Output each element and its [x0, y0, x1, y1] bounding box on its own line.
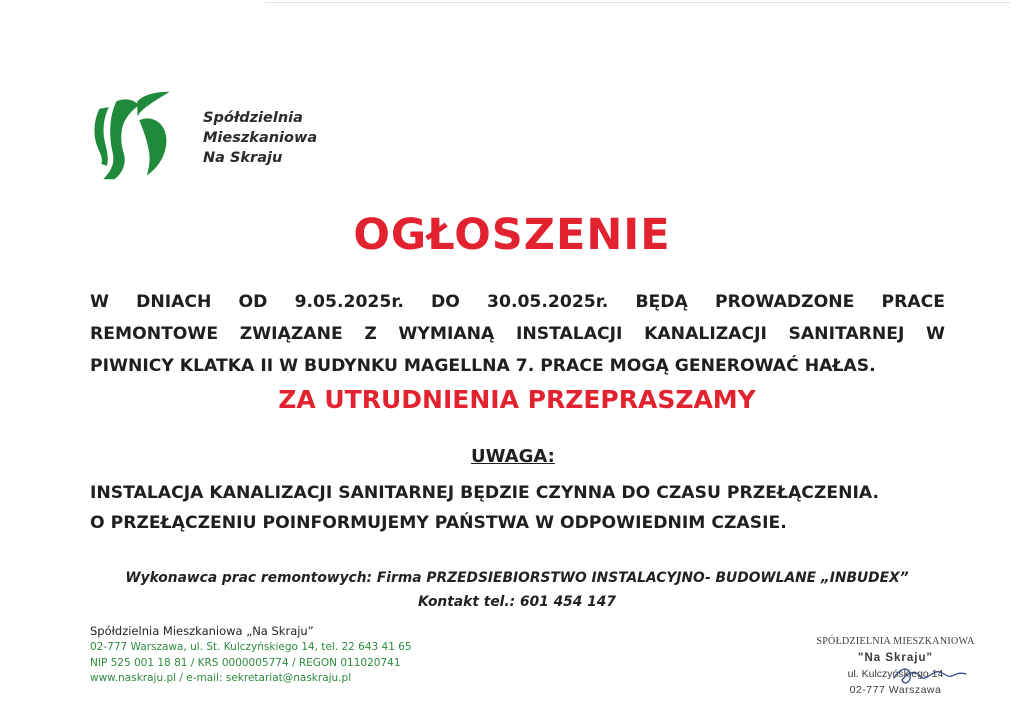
footer-org-name: Spółdzielnia Mieszkaniowa „Na Skraju”	[90, 624, 314, 638]
cooperative-name-line: Spółdzielnia	[203, 110, 303, 126]
body-line: PIWNICY KLATKA II W BUDYNKU MAGELLNA 7. PRACE MOGĄ GENEROWAĆ HAŁAS.	[90, 356, 876, 376]
contractor-line: Wykonawca prac remontowych: Firma PRZEDSIEBIORSTWO INSTALACYJNO- BUDOWLANE „INBUDEX”	[125, 570, 909, 586]
contractor-contact: Kontakt tel.: 601 454 147	[418, 594, 616, 610]
stamp-line: ul. Kulczyńskiego 14	[847, 668, 944, 680]
footer-registry-ids: NIP 525 001 18 81 / KRS 0000005774 / REGON 011020741	[90, 656, 401, 669]
handwritten-signature	[890, 660, 970, 690]
stamp-line: 02-777 Warszawa	[849, 684, 942, 696]
notice-label: UWAGA:	[471, 446, 555, 467]
contractor-info	[0, 566, 1024, 614]
body-line: W DNIACH OD 9.05.2025r. DO 30.05.2025r. BĘDĄ PROWADZONE PRACE	[90, 292, 945, 312]
notice-line: INSTALACJA KANALIZACJI SANITARNEJ BĘDZIE CZYNNA DO CZASU PRZEŁĄCZENIA.	[90, 483, 880, 503]
stamp-line: "Na Skraju"	[858, 652, 933, 664]
stamp-line: SPÓŁDZIELNIA MIESZKANIOWA	[816, 636, 975, 647]
cooperative-name	[203, 108, 317, 168]
apology-heading: ZA UTRUDNIENIA PRZEPRASZAMY	[278, 385, 756, 414]
footer-address: 02-777 Warszawa, ul. St. Kulczyńskiego 14, tel. 22 643 41 65	[90, 641, 412, 653]
scan-edge-line	[265, 2, 1010, 3]
announcement-body	[90, 286, 945, 382]
notice-line: O PRZEŁĄCZENIU POINFORMUJEMY PAŃSTWA W ODPOWIEDNIM CZASIE.	[90, 513, 787, 533]
cooperative-name-line: Mieszkaniowa	[203, 130, 318, 146]
cooperative-name-line: Na Skraju	[203, 150, 283, 166]
cooperative-logo	[88, 88, 183, 183]
footer-contact	[90, 622, 412, 687]
footer-web-email: www.naskraju.pl / e-mail: sekretariat@naskraju.pl	[90, 672, 352, 684]
notice-text	[90, 478, 879, 538]
body-line: REMONTOWE ZWIĄZANE Z WYMIANĄ INSTALACJI KANALIZACJI SANITARNEJ W	[90, 324, 945, 344]
announcement-title: OGŁOSZENIE	[353, 210, 671, 260]
